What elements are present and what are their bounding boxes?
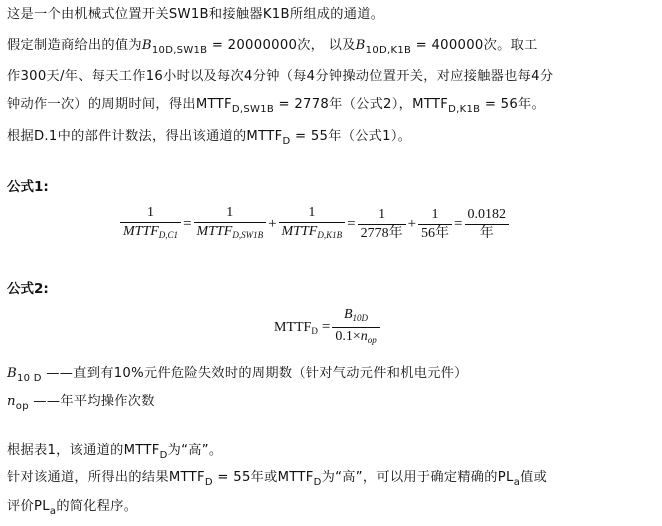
symbol-b: B bbox=[355, 38, 366, 53]
intro-text: = 55年（公式1）。 bbox=[290, 129, 412, 144]
intro-line-5 bbox=[7, 128, 411, 151]
intro-line-2 bbox=[7, 37, 538, 60]
conclusion-line-3: 评价$PL_a$的简化程序。 bbox=[7, 499, 138, 517]
intro-line-4 bbox=[7, 96, 545, 119]
fraction-mttf-sw: $\frac{1}{MTTF_{D,SW1B}}$ bbox=[194, 204, 267, 244]
formula-1 bbox=[120, 204, 509, 244]
plus-sign: + bbox=[268, 215, 277, 232]
intro-text: = 2778年（公式2），MTTF bbox=[274, 97, 449, 112]
subscript: D bbox=[282, 136, 291, 147]
intro-text: 这是一个由机械式位置开关SW1B和接触器K1B所组成的通道。 bbox=[7, 7, 385, 22]
fraction-result: $\frac{0.0182}{\text{年}}$ bbox=[465, 206, 510, 243]
intro-text: = 56年。 bbox=[480, 97, 546, 112]
intro-text: 根据D.1中的部件计数法，得出该通道的MTTF bbox=[7, 129, 283, 144]
intro-text: = 400000次。取工 bbox=[411, 38, 538, 53]
definition-b10d: $B_{10 D}$ ——直到有10%元件危险失效时的周期数（针对气动元件和机电元件） bbox=[7, 366, 468, 384]
subscript: 10D,SW1B bbox=[151, 45, 208, 56]
symbol-b: B bbox=[141, 38, 152, 53]
fraction-b10d: $\frac{B_{10D}}{0.1\times n_{op}}$ bbox=[332, 306, 379, 349]
intro-line-3 bbox=[7, 68, 553, 86]
fraction-mttf-c1: $\frac{1}{MTTF_{D,C1}}$ bbox=[120, 204, 181, 244]
subscript: D,K1B bbox=[448, 104, 481, 115]
intro-text: 假定制造商给出的值为 bbox=[7, 38, 142, 53]
equals-sign: = bbox=[454, 215, 463, 232]
equals-sign: = bbox=[347, 215, 356, 232]
equals-sign: = bbox=[321, 319, 331, 335]
intro-text: = 20000000次， 以及 bbox=[207, 38, 356, 53]
equals-sign: = bbox=[183, 215, 192, 232]
formula-2-heading: 公式2: bbox=[7, 281, 49, 297]
mttf-label: MTTF bbox=[274, 319, 312, 335]
conclusion-line-2: 针对该通道，所得出的结果$MTTF_D = 55$年或$MTTF_D$为“高”，可以用于确定精确的$PL_a$值或 bbox=[7, 470, 548, 488]
fraction-56: $\frac{1}{\text{56年}}$ bbox=[418, 206, 452, 243]
conclusion-line-1: 根据表1，该通道的$MTTF_D$为“高”。 bbox=[7, 443, 223, 461]
fraction-mttf-k: $\frac{1}{MTTF_{D,K1B}}$ bbox=[279, 204, 346, 244]
plus-sign: + bbox=[407, 215, 417, 232]
intro-text: 作300天/年、每天工作16小时以及每次4分钟（每4分钟操动位置开关，对应接触器也每4分 bbox=[7, 69, 554, 84]
intro-line-1 bbox=[7, 6, 384, 24]
subscript: 10D,K1B bbox=[365, 45, 412, 56]
intro-text: 钟动作一次）的周期时间，得出MTTF bbox=[7, 97, 232, 112]
formula-2: $MTTF_D$ = $\frac{B_{10D}}{0.1\times n_{op}}$ bbox=[272, 306, 380, 349]
fraction-2778: $\frac{1}{\text{2778年}}$ bbox=[358, 206, 406, 243]
formula-1-heading: 公式1: bbox=[7, 179, 49, 195]
subscript: D,SW1B bbox=[231, 104, 275, 115]
definition-nop: $n_{op}$ ——年平均操作次数 bbox=[7, 394, 155, 412]
